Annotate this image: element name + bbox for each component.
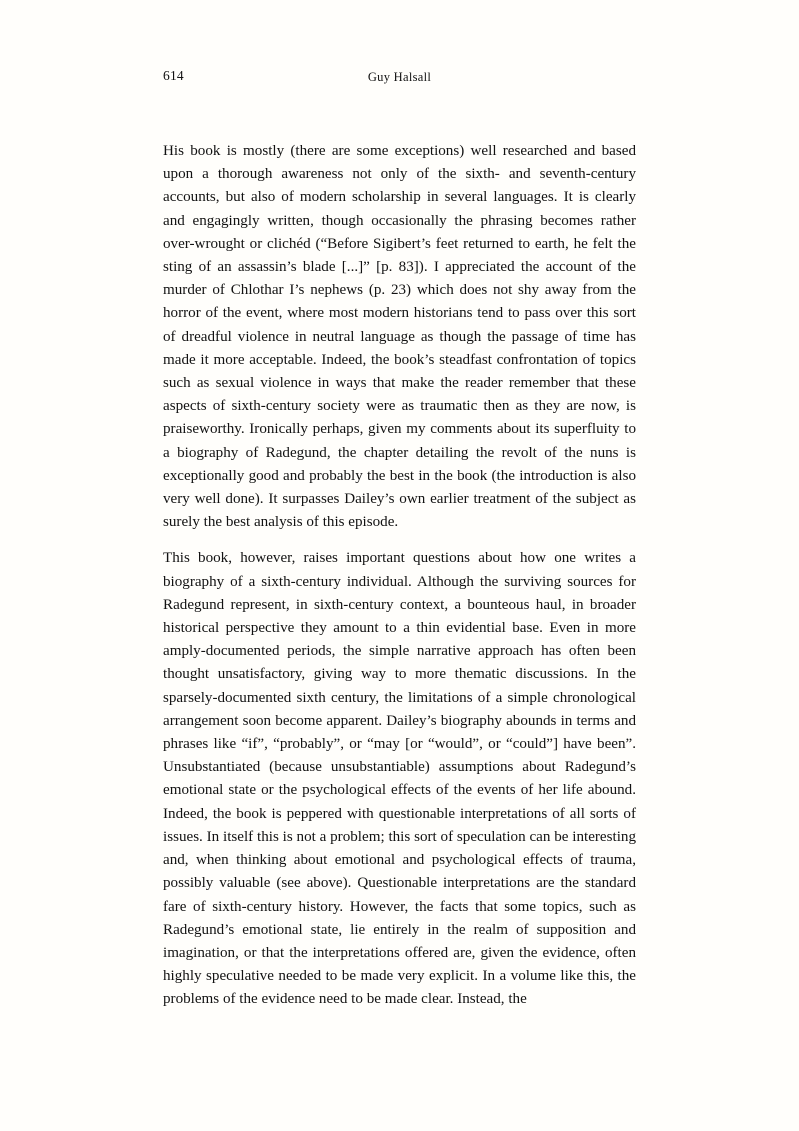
paragraph: This book, however, raises important questions about how one writes a biography of a sixth-century individual. Although the surviving sources for Radegund represent, in sixth-century context, a bounteous haul, in broader historical perspective they amount to a thin evidential base. Even in more amply-documented periods, the simple narrative approach has often been thought unsatisfactory, giving way to more thematic discussions. In the sparsely-documented sixth century, the limitations of a simple chronological arrangement soon become apparent. Dailey’s biography abounds in terms and phrases like “if”, “probably”, or “may [or “would”, or “could”] have been”. Unsubstantiated (because unsubstantiable) assumptions about Radegund’s emotional state or the psychological effects of the events of her life abound. Indeed, the book is peppered with questionable interpretations of all sorts of issues. In itself this is not a problem; this sort of speculation can be interesting and, when thinking about emotional and psychological effects of trauma, possibly valuable (see above). Questionable interpretations are the standard fare of sixth-century history. However, the facts that some topics, such as Radegund’s emotional state, lie entirely in the realm of supposition and imagination, or that the interpretations offered are, given the evidence, often highly speculative needed to be made very explicit. In a volume like this, the problems of the evidence need to be made clear. Instead, the [163,550,636,1008]
page-number: 614 [163,68,184,83]
body-text [163,140,636,1012]
paragraph: His book is mostly (there are some exceptions) well researched and based upon a thorough awareness not only of the sixth- and seventh-century accounts, but also of modern scholarship in several languages. It is clearly and engagingly written, though occasionally the phrasing becomes rather over-wrought or clichéd (“Before Sigibert’s feet returned to earth, he felt the sting of an assassin’s blade [...]” [p. 83]). I appreciated the account of the murder of Chlothar I’s nephews (p. 23) which does not shy away from the horror of the event, where most modern historians tend to pass over this sort of dreadful violence in neutral language as though the passage of time has made it more acceptable. Indeed, the book’s steadfast confrontation of topics such as sexual violence in ways that make the reader remember that these aspects of sixth-century society were as traumatic then as they are now, is praiseworthy. Ironically perhaps, given my comments about its superfluity to a biography of Radegund, the chapter detailing the revolt of the nuns is exceptionally good and probably the best in the book (the introduction is also very well done). It surpasses Dailey’s own earlier treatment of the subject as surely the best analysis of this episode. [163,143,636,531]
running-head [163,68,636,88]
running-head-author: Guy Halsall [367,70,432,84]
